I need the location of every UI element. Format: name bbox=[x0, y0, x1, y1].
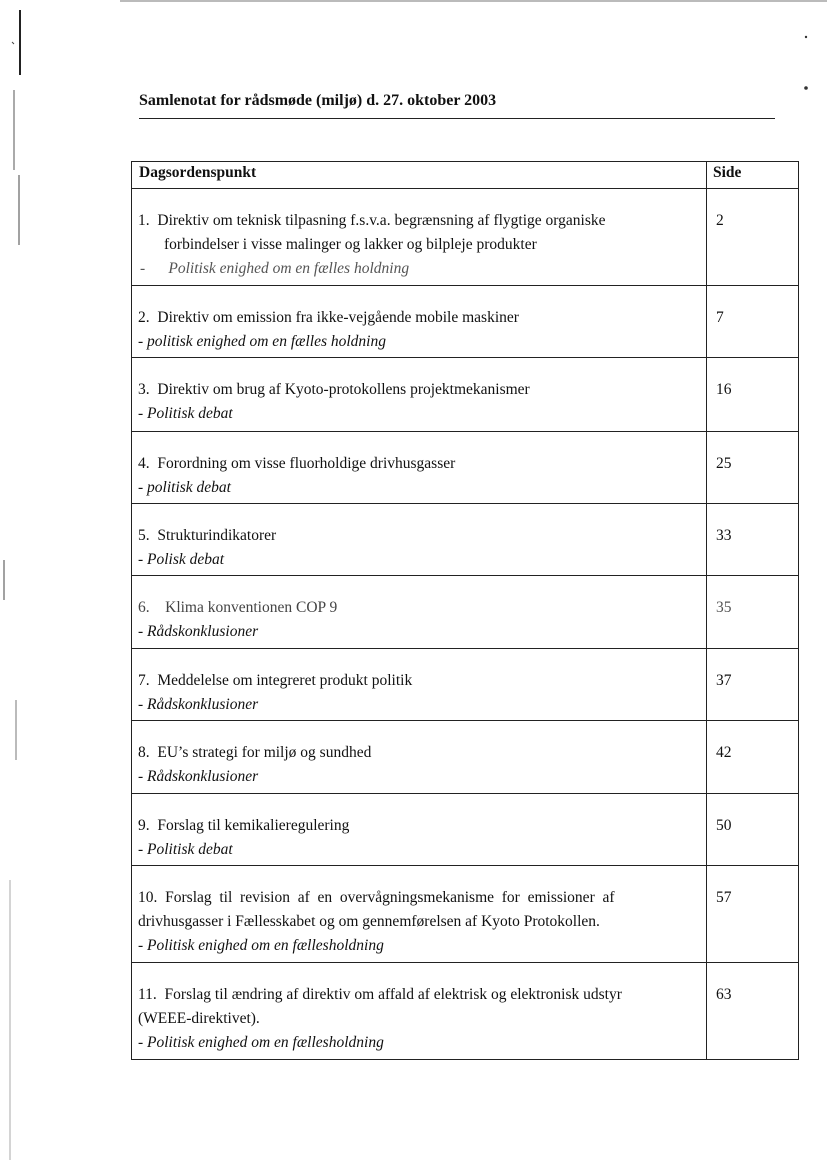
agenda-row bbox=[132, 189, 798, 286]
agenda-header-item: Dagsordenspunkt bbox=[132, 162, 707, 188]
agenda-row bbox=[132, 286, 798, 358]
agenda-item-cell bbox=[132, 432, 707, 503]
agenda-page-number: 7 bbox=[716, 309, 724, 326]
agenda-item-title: 9. Forslag til kemikalieregulering bbox=[138, 817, 350, 834]
agenda-table bbox=[131, 161, 799, 1060]
agenda-row bbox=[132, 866, 798, 963]
agenda-item-status: - Rådskonklusioner bbox=[138, 768, 259, 785]
agenda-item-status: - politisk enighed om en fælles holdning bbox=[138, 333, 386, 350]
agenda-page-number: 50 bbox=[716, 817, 732, 834]
agenda-header-page: Side bbox=[713, 164, 742, 181]
agenda-page-number: 35 bbox=[716, 599, 732, 616]
agenda-item-title: 8. EU’s strategi for miljø og sundhed bbox=[138, 744, 372, 761]
agenda-item-status: - Politisk debat bbox=[138, 405, 233, 422]
agenda-item-title: 5. Strukturindikatorer bbox=[138, 527, 277, 544]
agenda-item-title: 10. Forslag til revision af en overvågningsmekanisme for emissioner af bbox=[138, 889, 615, 906]
agenda-item-cell bbox=[132, 866, 707, 962]
agenda-item-title: 11. Forslag til ændring af direktiv om affald af elektrisk og elektronisk udstyr bbox=[138, 986, 622, 1003]
agenda-row bbox=[132, 432, 798, 504]
agenda-item-status: - Rådskonklusioner bbox=[138, 696, 259, 713]
agenda-page-number: 37 bbox=[716, 672, 732, 689]
agenda-page-number: 33 bbox=[716, 527, 732, 544]
agenda-item-title-continued: forbindelser i visse malinger og lakker og bilpleje produkter bbox=[164, 236, 537, 253]
agenda-item-title: 1. Direktiv om teknisk tilpasning f.s.v.a. begrænsning af flygtige organiske bbox=[138, 212, 606, 229]
agenda-page-number: 2 bbox=[716, 212, 724, 229]
agenda-item-cell bbox=[132, 189, 707, 285]
agenda-item-status: - Politisk enighed om en fællesholdning bbox=[138, 1034, 384, 1051]
agenda-page-number: 63 bbox=[716, 986, 732, 1003]
agenda-item-cell bbox=[132, 649, 707, 720]
agenda-item-status: - Rådskonklusioner bbox=[138, 623, 259, 640]
agenda-item-title-continued: drivhusgasser i Fællesskabet og om gennemførelsen af Kyoto Protokollen. bbox=[138, 913, 600, 930]
agenda-page-number: 25 bbox=[716, 455, 732, 472]
agenda-item-title: 2. Direktiv om emission fra ikke-vejgående mobile maskiner bbox=[138, 309, 519, 326]
agenda-item-title: 3. Direktiv om brug af Kyoto-protokollens projektmekanismer bbox=[138, 381, 530, 398]
agenda-row bbox=[132, 794, 798, 866]
agenda-row bbox=[132, 649, 798, 721]
agenda-page-number: 57 bbox=[716, 889, 732, 906]
agenda-item-title-continued: (WEEE-direktivet). bbox=[138, 1010, 260, 1027]
agenda-item-status: - politisk debat bbox=[138, 479, 231, 496]
document-title: Samlenotat for rådsmøde (miljø) d. 27. oktober 2003 bbox=[139, 92, 497, 109]
agenda-item-cell bbox=[132, 286, 707, 357]
agenda-row bbox=[132, 576, 798, 649]
title-underline bbox=[139, 118, 775, 119]
agenda-item-cell bbox=[132, 504, 707, 575]
agenda-item-status: - Politisk enighed om en fælles holdning bbox=[140, 260, 410, 277]
agenda-item-cell bbox=[132, 963, 707, 1059]
agenda-row bbox=[132, 963, 798, 1059]
agenda-page-number: 42 bbox=[716, 744, 732, 761]
agenda-item-status: - Politisk debat bbox=[138, 841, 233, 858]
agenda-item-status: - Polisk debat bbox=[138, 551, 225, 568]
agenda-row bbox=[132, 504, 798, 576]
agenda-item-cell bbox=[132, 721, 707, 793]
agenda-header-row bbox=[132, 162, 798, 189]
agenda-item-title: 7. Meddelelse om integreret produkt politik bbox=[138, 672, 413, 689]
agenda-item-cell bbox=[132, 794, 707, 865]
agenda-item-title: 6. Klima konventionen COP 9 bbox=[138, 599, 338, 616]
agenda-item-cell bbox=[132, 576, 707, 648]
agenda-item-title: 4. Forordning om visse fluorholdige drivhusgasser bbox=[138, 455, 456, 472]
agenda-item-cell bbox=[132, 358, 707, 431]
agenda-row bbox=[132, 721, 798, 794]
agenda-item-status: - Politisk enighed om en fællesholdning bbox=[138, 937, 384, 954]
agenda-row bbox=[132, 358, 798, 432]
agenda-page-number: 16 bbox=[716, 381, 732, 398]
